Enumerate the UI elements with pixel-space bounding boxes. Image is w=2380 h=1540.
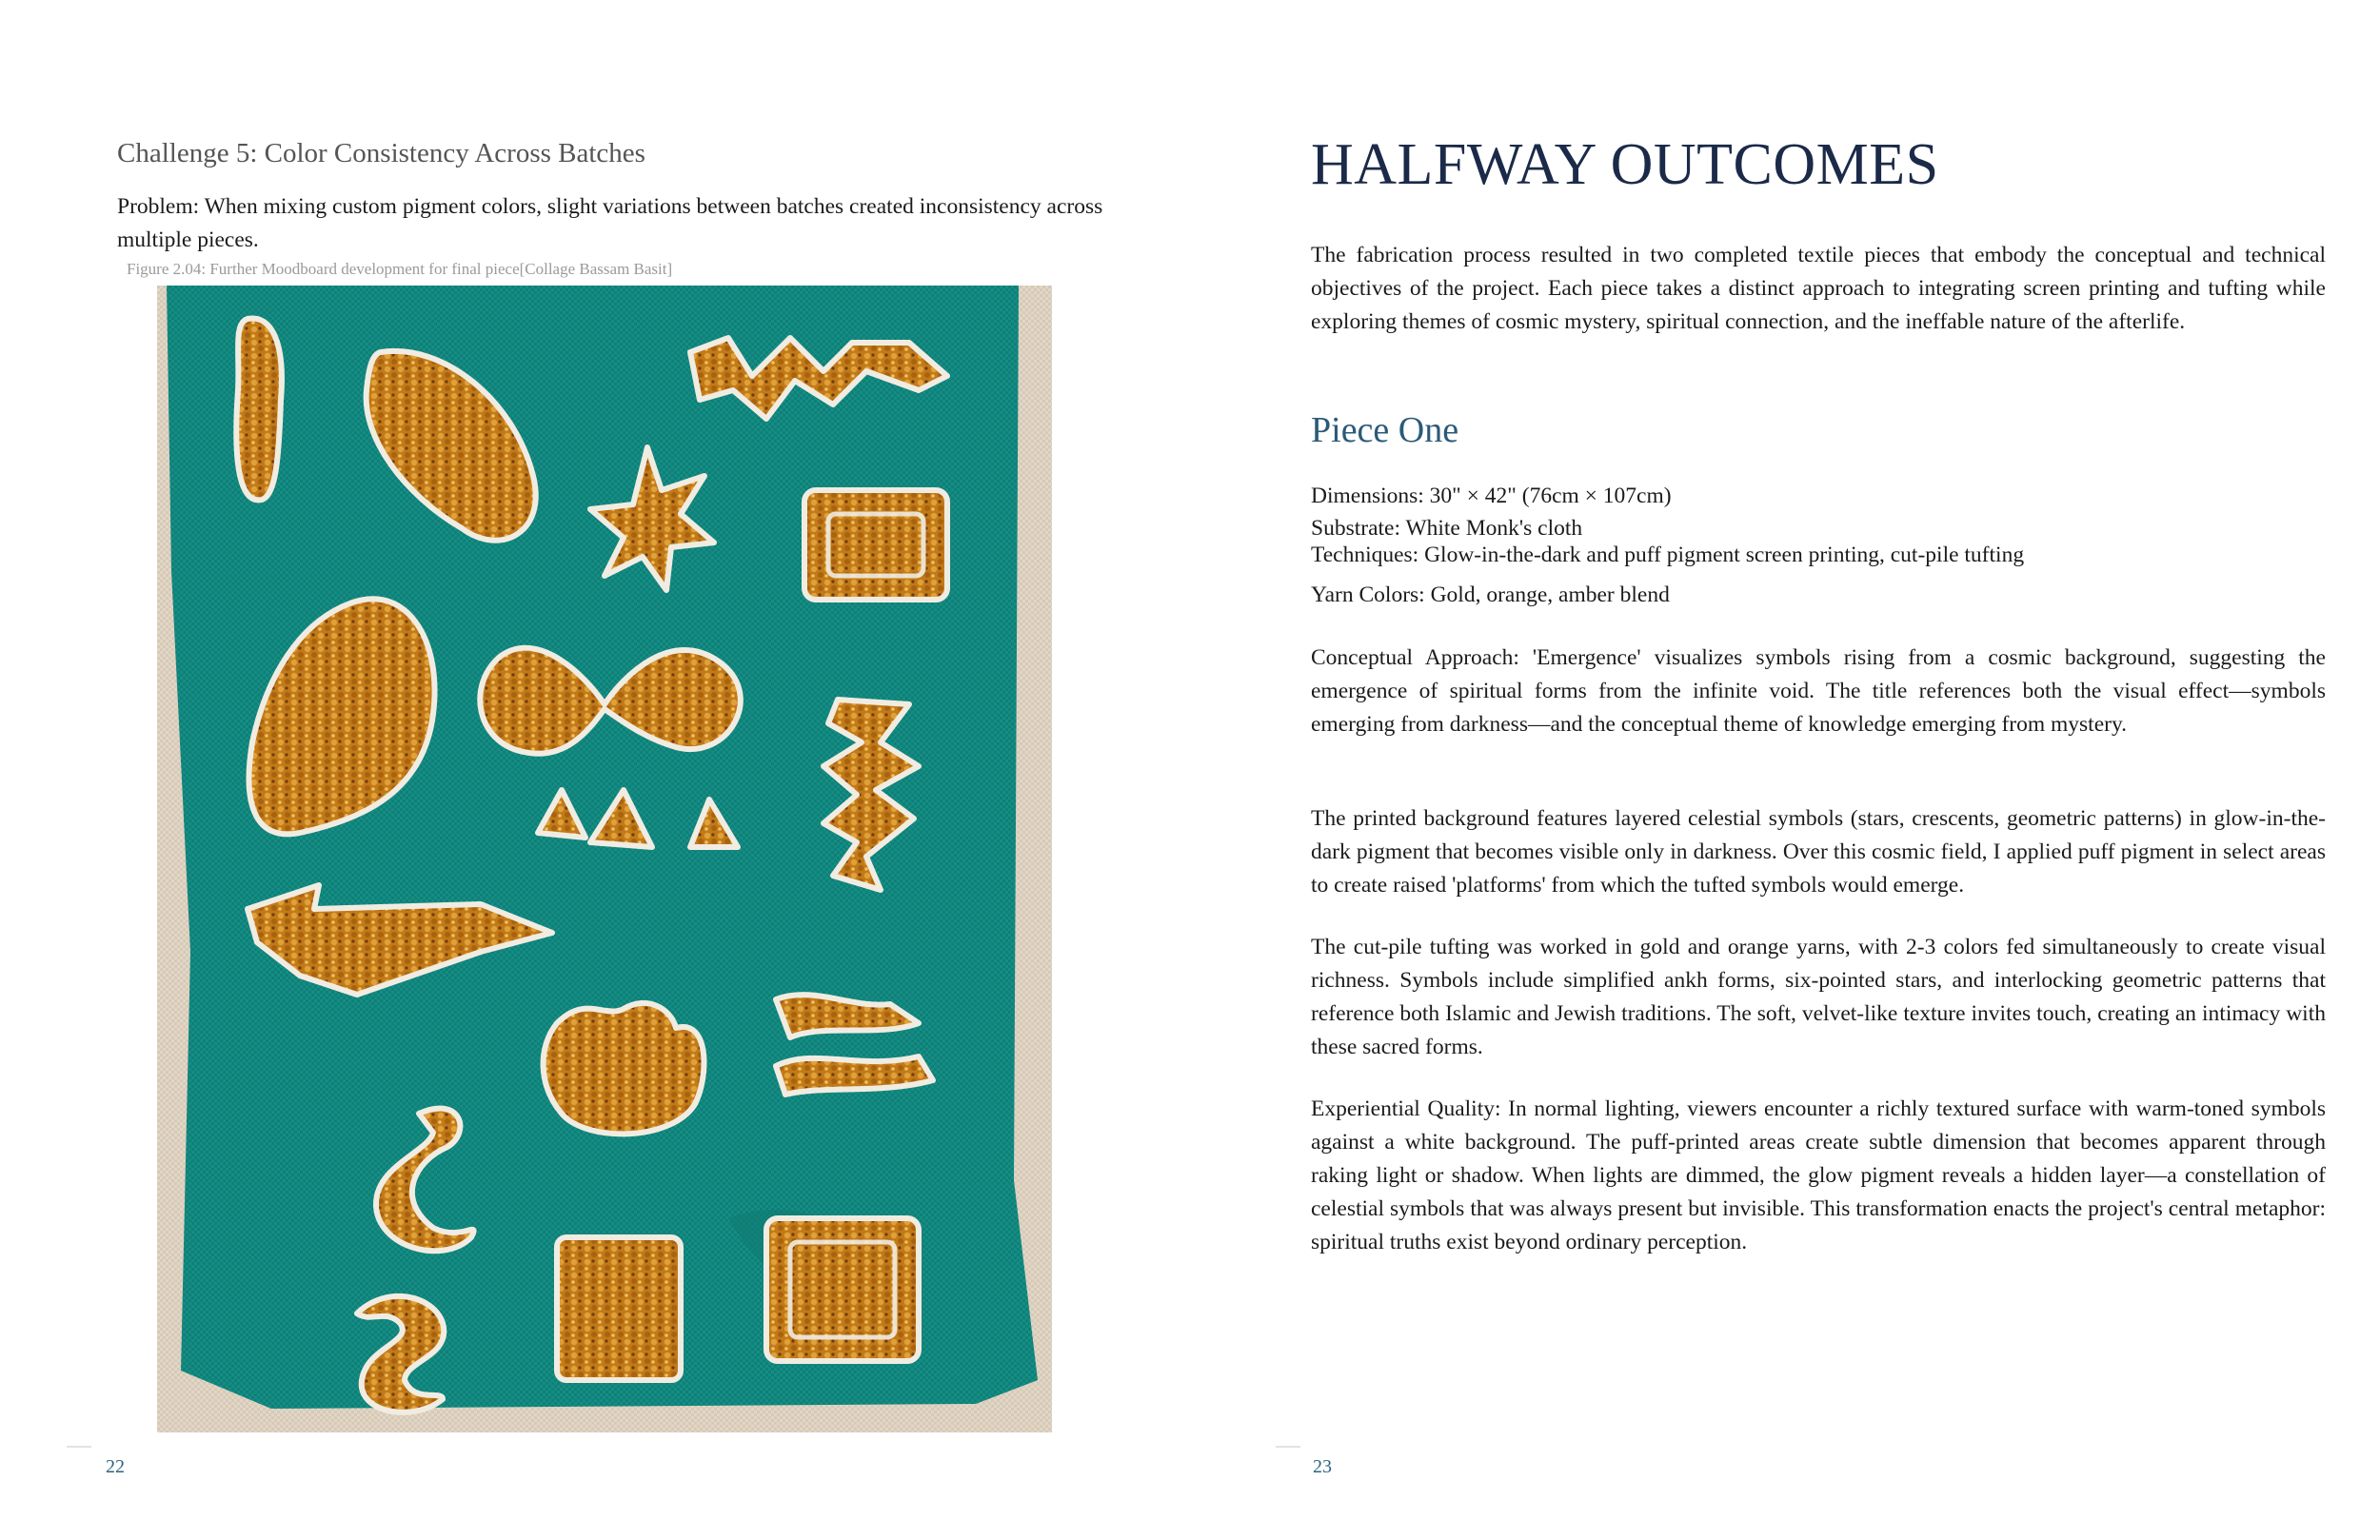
experiential-quality-paragraph: Experiential Quality: In normal lighting, viewers encounter a richly textured surface with warm-toned symbols against a white background. The puff-printed areas create subtle dimension that becomes apparent through raking light or shadow. When lights are dimmed, the glow pigment reveals a hidden layer—a constellation of celestial symbols that was always present but invisible. This transformation enacts the project's central metaphor: spiritual truths exist beyond ordinary perception. <box>1311 1096 2326 1254</box>
figure-caption: Figure 2.04: Further Moodboard development for final piece[Collage Bassam Basit] <box>127 260 673 278</box>
right-page <box>1276 0 2380 1540</box>
conceptual-approach-paragraph: Conceptual Approach: 'Emergence' visualizes symbols rising from a cosmic background, suggesting the emergence of spiritual forms from the infinite void. The title references both the visual effect—symbols emerging from darkness—and the conceptual theme of knowledge emerging from mystery. <box>1311 645 2326 737</box>
substrate-line: Substrate: White Monk's cloth <box>1311 516 1583 541</box>
intro-paragraph: The fabrication process resulted in two completed textile pieces that embody the conceptual and technical objectives of the project. Each piece takes a distinct approach to integrating screen printing and tufting while exploring themes of cosmic mystery, spiritual connection, and the ineffable nature of the afterlife. <box>1311 243 2326 334</box>
tufting-paragraph: The cut-pile tufting was worked in gold and orange yarns, with 2-3 colors fed simultaneously to create visual richness. Symbols include simplified ankh forms, six-pointed stars, and interlocking geometric patterns that reference both Islamic and Jewish traditions. The soft, velvet-like texture invites touch, creating an intimacy with these sacred forms. <box>1311 935 2326 1059</box>
challenge-title: Challenge 5: Color Consistency Across Batches <box>117 138 645 168</box>
folio-mark <box>67 1446 91 1448</box>
techniques-line: Techniques: Glow-in-the-dark and puff pigment screen printing, cut-pile tufting <box>1311 543 2025 567</box>
tufted-sample-photo <box>157 286 1052 1432</box>
problem-paragraph: Problem: When mixing custom pigment colors, slight variations between batches created inconsistency across multiple pieces. <box>117 194 1103 252</box>
printed-background-paragraph: The printed background features layered celestial symbols (stars, crescents, geometric patterns) in glow-in-the-dark pigment that becomes visible only in darkness. Over this cosmic field, I applied puff pigment in select areas to create raised 'platforms' from which the tufted symbols would emerge. <box>1311 806 2326 898</box>
yarn-colors-line: Yarn Colors: Gold, orange, amber blend <box>1311 582 1670 607</box>
page-number-right: 23 <box>1313 1456 1332 1477</box>
section-heading: Piece One <box>1311 410 1459 450</box>
dimensions-line: Dimensions: 30" × 42" (76cm × 107cm) <box>1311 484 1672 508</box>
page-title: HALFWAY OUTCOMES <box>1311 132 1939 197</box>
folio-mark <box>1276 1446 1300 1448</box>
page-number-left: 22 <box>106 1456 125 1477</box>
